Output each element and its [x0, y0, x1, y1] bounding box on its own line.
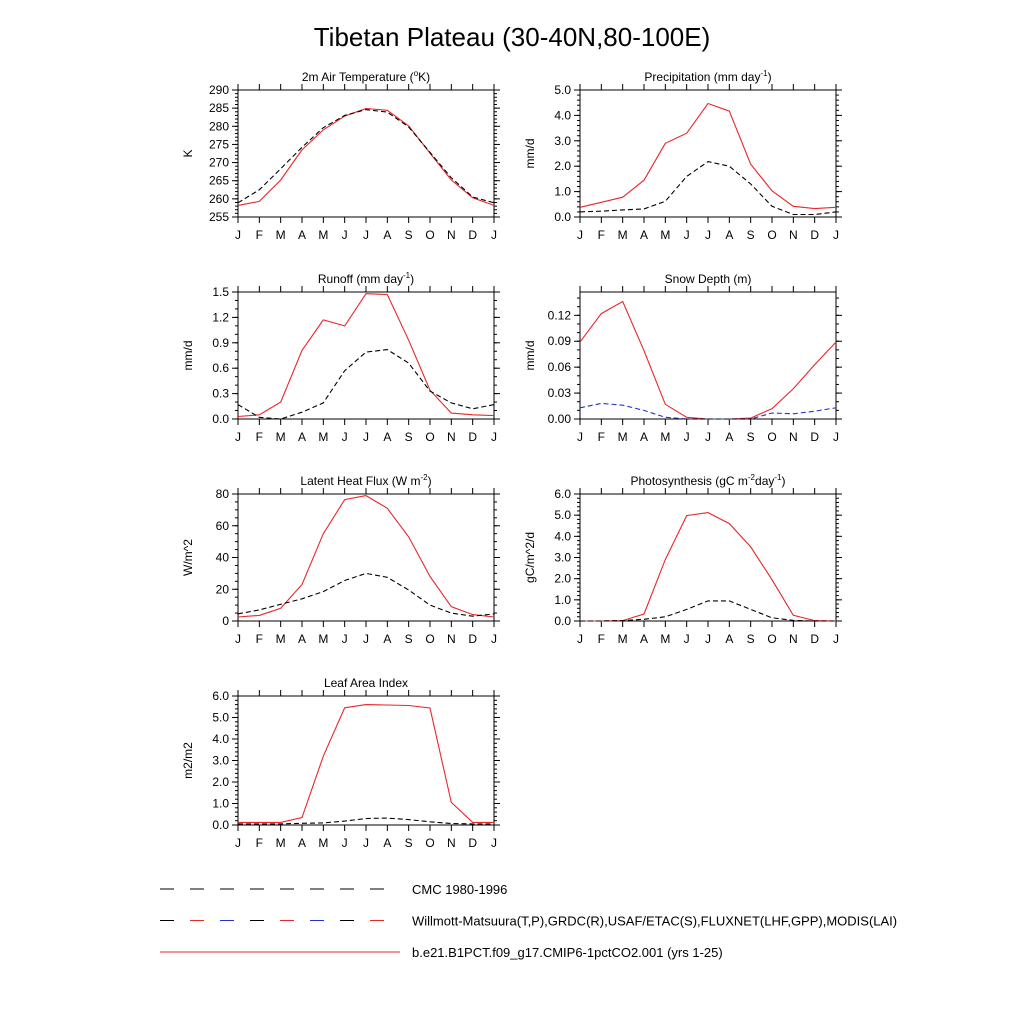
panel-gpp — [523, 473, 842, 646]
x-tick-label: D — [810, 228, 820, 242]
title-text: ) — [767, 70, 772, 84]
x-tick-label: J — [341, 430, 348, 444]
x-tick-label: A — [297, 632, 307, 646]
series-line-model — [238, 294, 494, 417]
panel-runoff — [181, 271, 500, 444]
x-tick-label: J — [341, 836, 348, 850]
x-tick-label: M — [275, 228, 286, 242]
x-tick-label: S — [404, 632, 413, 646]
y-tick-label: 3.0 — [554, 550, 571, 565]
y-tick-label: 0.6 — [212, 361, 229, 376]
x-tick-label: S — [404, 228, 413, 242]
title-text: Leaf Area Index — [323, 676, 409, 690]
x-tick-label: M — [318, 228, 329, 242]
x-tick-label: A — [297, 430, 307, 444]
x-tick-label: S — [746, 228, 755, 242]
x-tick-label: A — [639, 632, 649, 646]
y-tick-label: 40 — [215, 550, 229, 565]
title-text: 2m Air Temperature ( — [301, 70, 414, 84]
y-tick-label: 270 — [208, 155, 229, 170]
x-tick-label: O — [767, 228, 777, 242]
legend-label: b.e21.B1PCT.f09_g17.CMIP6-1pctCO2.001 (yrs 1-25) — [412, 945, 723, 960]
title-superscript: -2 — [420, 473, 428, 482]
y-tick-label: 0.0 — [554, 210, 571, 224]
x-tick-label: J — [235, 228, 241, 242]
x-tick-label: J — [235, 430, 241, 444]
y-tick-label: 5.0 — [212, 710, 229, 725]
series-line-model — [238, 705, 494, 823]
title-text: Photosynthesis (gC m — [630, 474, 748, 488]
y-tick-label: 6.0 — [554, 487, 571, 501]
x-tick-label: M — [275, 430, 286, 444]
x-tick-label: D — [468, 430, 478, 444]
y-tick-label: 0.9 — [212, 335, 229, 350]
y-axis-label: mm/d — [523, 138, 537, 169]
y-axis-label: mm/d — [523, 340, 537, 371]
y-tick-label: 0.06 — [547, 360, 571, 375]
x-tick-label: J — [491, 228, 497, 242]
x-tick-label: J — [341, 632, 348, 646]
y-axis-label: gC/m^2/d — [523, 532, 537, 583]
series-line-obs — [238, 350, 494, 419]
x-tick-label: A — [639, 228, 649, 242]
x-tick-label: O — [425, 632, 435, 646]
x-tick-label: F — [255, 228, 264, 242]
title-text: K) — [418, 70, 431, 84]
series-line-obs — [238, 110, 494, 203]
title-text: Snow Depth (m) — [664, 272, 752, 286]
y-tick-label: 0.0 — [554, 614, 571, 628]
x-tick-label: J — [577, 632, 583, 646]
legend — [160, 882, 897, 960]
series-line-model — [580, 302, 836, 420]
y-tick-label: 4.0 — [554, 529, 571, 544]
legend-item — [160, 882, 507, 897]
x-tick-label: A — [725, 430, 734, 444]
y-tick-label: 4.0 — [212, 732, 229, 746]
panel-title — [631, 473, 786, 488]
title-text: ) — [410, 272, 415, 286]
x-tick-label: D — [468, 836, 478, 850]
panel-title — [644, 69, 771, 84]
x-tick-label: J — [235, 632, 241, 646]
x-tick-label: J — [833, 632, 839, 646]
x-tick-label: J — [833, 228, 839, 242]
x-tick-label: A — [725, 632, 734, 646]
x-tick-label: N — [446, 430, 456, 444]
page-title: Tibetan Plateau (30-40N,80-100E) — [313, 22, 711, 52]
x-tick-label: N — [446, 836, 456, 850]
title-text: day — [755, 474, 775, 488]
legend-item — [160, 945, 723, 960]
x-tick-label: J — [705, 430, 711, 444]
x-tick-label: M — [617, 632, 628, 646]
x-tick-label: M — [617, 430, 628, 444]
x-tick-label: J — [491, 430, 497, 444]
x-tick-label: J — [363, 228, 369, 242]
x-tick-label: J — [683, 632, 690, 646]
x-tick-label: M — [617, 228, 628, 242]
x-tick-label: O — [425, 228, 435, 242]
x-tick-label: A — [725, 228, 734, 242]
x-tick-label: M — [318, 632, 329, 646]
x-tick-label: M — [660, 430, 671, 444]
series-line-model — [580, 104, 836, 209]
y-tick-label: 260 — [208, 191, 229, 206]
title-text: ) — [781, 474, 786, 488]
plot-frame — [580, 292, 836, 419]
y-tick-label: 1.2 — [212, 310, 229, 325]
y-axis-label: W/m^2 — [181, 539, 195, 576]
x-tick-label: D — [810, 430, 820, 444]
y-tick-label: 3.0 — [212, 753, 229, 768]
panel-title — [665, 272, 752, 286]
x-tick-label: J — [235, 836, 241, 850]
x-tick-label: J — [833, 430, 839, 444]
x-tick-label: F — [255, 632, 264, 646]
legend-label: CMC 1980-1996 — [412, 882, 508, 897]
panel-lhf — [181, 473, 500, 646]
x-tick-label: N — [788, 632, 798, 646]
y-tick-label: 5.0 — [554, 83, 571, 97]
panel-title — [318, 271, 414, 286]
x-tick-label: F — [255, 430, 264, 444]
y-tick-label: 3.0 — [554, 133, 571, 148]
x-tick-label: A — [297, 836, 307, 850]
title-superscript: -1 — [760, 69, 768, 78]
panels — [181, 69, 842, 850]
panel-title — [302, 69, 430, 84]
y-tick-label: 6.0 — [212, 689, 229, 703]
x-tick-label: F — [255, 836, 264, 850]
panel-snow — [523, 272, 842, 444]
x-tick-label: M — [660, 228, 671, 242]
series-line-model — [238, 496, 494, 617]
series-line-obs — [580, 601, 836, 621]
x-tick-label: A — [383, 228, 392, 242]
y-tick-label: 0.12 — [547, 308, 571, 323]
y-tick-label: 285 — [208, 101, 229, 116]
title-text: ) — [427, 474, 432, 488]
x-tick-label: J — [577, 430, 583, 444]
x-tick-label: S — [746, 430, 755, 444]
x-tick-label: D — [468, 632, 478, 646]
x-tick-label: J — [491, 836, 497, 850]
y-tick-label: 5.0 — [554, 508, 571, 523]
y-tick-label: 1.0 — [554, 592, 571, 607]
y-tick-label: 265 — [208, 173, 229, 188]
x-tick-label: A — [383, 632, 392, 646]
title-superscript: o — [413, 69, 419, 78]
x-tick-label: N — [446, 228, 456, 242]
x-tick-label: S — [746, 632, 755, 646]
x-tick-label: J — [577, 228, 583, 242]
legend-item — [160, 914, 897, 929]
x-tick-label: A — [383, 836, 392, 850]
x-tick-label: S — [404, 430, 413, 444]
y-tick-label: 2.0 — [212, 775, 229, 789]
x-tick-label: S — [404, 836, 413, 850]
panel-tsa — [181, 69, 500, 242]
x-tick-label: O — [425, 430, 435, 444]
x-tick-label: N — [788, 228, 798, 242]
x-tick-label: M — [275, 632, 286, 646]
y-tick-label: 4.0 — [554, 108, 571, 123]
plot-frame — [238, 494, 494, 621]
series-line-model — [238, 109, 494, 206]
x-tick-label: J — [705, 632, 711, 646]
title-superscript: -1 — [403, 271, 411, 280]
panel-title — [300, 473, 431, 488]
x-tick-label: N — [446, 632, 456, 646]
x-tick-label: O — [767, 632, 777, 646]
x-tick-label: D — [810, 632, 820, 646]
x-tick-label: J — [341, 228, 348, 242]
x-tick-label: F — [597, 228, 606, 242]
y-tick-label: 0 — [222, 614, 229, 628]
y-axis-label: mm/d — [181, 340, 195, 371]
y-tick-label: 0.3 — [212, 386, 229, 401]
y-tick-label: 80 — [215, 487, 229, 501]
x-tick-label: J — [683, 228, 690, 242]
y-tick-label: 1.0 — [212, 796, 229, 811]
title-text: Latent Heat Flux (W m — [300, 474, 421, 488]
y-tick-label: 20 — [215, 582, 229, 597]
title-superscript: -1 — [774, 473, 782, 482]
y-axis-label: K — [181, 149, 195, 158]
panel-title — [324, 676, 408, 690]
panel-prec — [523, 69, 842, 242]
series-line-model — [580, 513, 836, 621]
y-tick-label: 60 — [215, 518, 229, 533]
x-tick-label: N — [788, 430, 798, 444]
y-tick-label: 0.0 — [212, 412, 229, 426]
series-line-obs — [238, 818, 494, 824]
title-superscript: -2 — [747, 473, 756, 482]
y-tick-label: 2.0 — [554, 571, 571, 586]
x-tick-label: M — [318, 836, 329, 850]
x-tick-label: M — [660, 632, 671, 646]
y-tick-label: 280 — [208, 119, 229, 134]
y-tick-label: 0.03 — [547, 386, 571, 401]
plot-frame — [238, 292, 494, 419]
x-tick-label: J — [363, 632, 369, 646]
y-tick-label: 0.0 — [212, 818, 229, 832]
x-tick-label: O — [425, 836, 435, 850]
x-tick-label: F — [597, 632, 606, 646]
x-tick-label: J — [491, 632, 497, 646]
y-tick-label: 1.5 — [212, 285, 229, 299]
x-tick-label: A — [639, 430, 649, 444]
title-text: Runoff (mm day — [317, 272, 404, 286]
panel-lai — [181, 676, 500, 850]
y-tick-label: 0.09 — [547, 334, 571, 349]
y-axis-label: m2/m2 — [181, 742, 195, 779]
x-tick-label: J — [683, 430, 690, 444]
x-tick-label: O — [767, 430, 777, 444]
series-line-obs_alt — [580, 403, 836, 419]
y-tick-label: 290 — [208, 83, 229, 97]
y-tick-label: 2.0 — [554, 159, 571, 174]
y-tick-label: 275 — [208, 137, 229, 152]
x-tick-label: F — [597, 430, 606, 444]
plot-frame — [238, 696, 494, 825]
x-tick-label: A — [297, 228, 307, 242]
x-tick-label: J — [705, 228, 711, 242]
x-tick-label: D — [468, 228, 478, 242]
y-tick-label: 0.00 — [547, 412, 571, 426]
x-tick-label: J — [363, 836, 369, 850]
legend-label: Willmott-Matsuura(T,P),GRDC(R),USAF/ETAC(S),FLUXNET(LHF,GPP),MODIS(LAI) — [412, 913, 898, 929]
x-tick-label: J — [363, 430, 369, 444]
y-tick-label: 1.0 — [554, 184, 571, 199]
x-tick-label: A — [383, 430, 392, 444]
x-tick-label: M — [318, 430, 329, 444]
title-text: Precipitation (mm day — [644, 70, 761, 84]
y-tick-label: 255 — [208, 210, 229, 224]
x-tick-label: M — [275, 836, 286, 850]
